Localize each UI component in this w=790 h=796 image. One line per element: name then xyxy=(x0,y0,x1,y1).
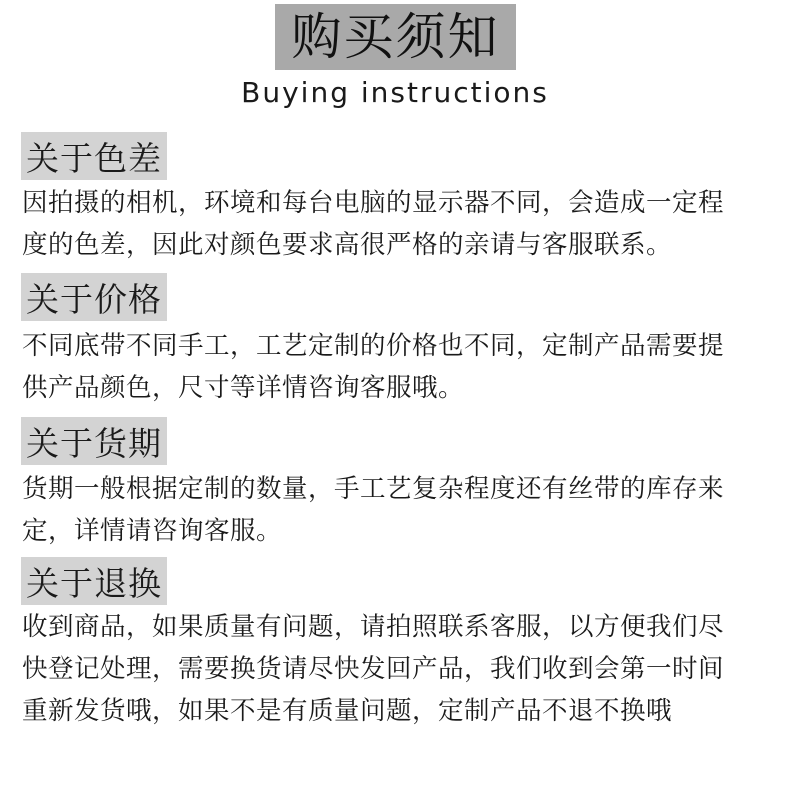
section-body-delivery xyxy=(22,468,774,552)
section-body-returns xyxy=(22,606,774,732)
section-heading-label: 关于退换 xyxy=(26,563,162,603)
body-line: 定，详情请咨询客服。 xyxy=(22,516,283,546)
page-subtitle: Buying instructions xyxy=(241,76,549,109)
body-line: 快登记处理，需要换货请尽快发回产品，我们收到会第一时间 xyxy=(22,654,725,684)
body-line: 因拍摄的相机，环境和每台电脑的显示器不同，会造成一定程 xyxy=(22,188,725,218)
section-heading-label: 关于货期 xyxy=(26,423,162,463)
section-heading-returns xyxy=(21,557,167,605)
body-line: 不同底带不同手工，工艺定制的价格也不同，定制产品需要提 xyxy=(22,331,725,361)
page-title: 购买须知 xyxy=(291,8,500,66)
section-heading-price xyxy=(21,273,167,321)
section-heading-delivery xyxy=(21,417,167,465)
body-line: 重新发货哦，如果不是有质量问题，定制产品不退不换哦 xyxy=(22,696,673,726)
section-heading-color-difference xyxy=(21,132,167,180)
body-line: 度的色差，因此对颜色要求高很严格的亲请与客服联系。 xyxy=(22,230,673,260)
section-body-price xyxy=(22,325,774,409)
section-body-color-difference xyxy=(22,182,774,266)
body-line: 货期一般根据定制的数量，手工艺复杂程度还有丝带的库存来 xyxy=(22,474,725,504)
section-heading-label: 关于色差 xyxy=(26,138,162,178)
body-line: 供产品颜色，尺寸等详情咨询客服哦。 xyxy=(22,373,465,403)
body-line: 收到商品，如果质量有问题，请拍照联系客服，以方便我们尽 xyxy=(22,612,725,642)
section-heading-label: 关于价格 xyxy=(26,279,162,319)
page-title-banner xyxy=(275,4,516,70)
